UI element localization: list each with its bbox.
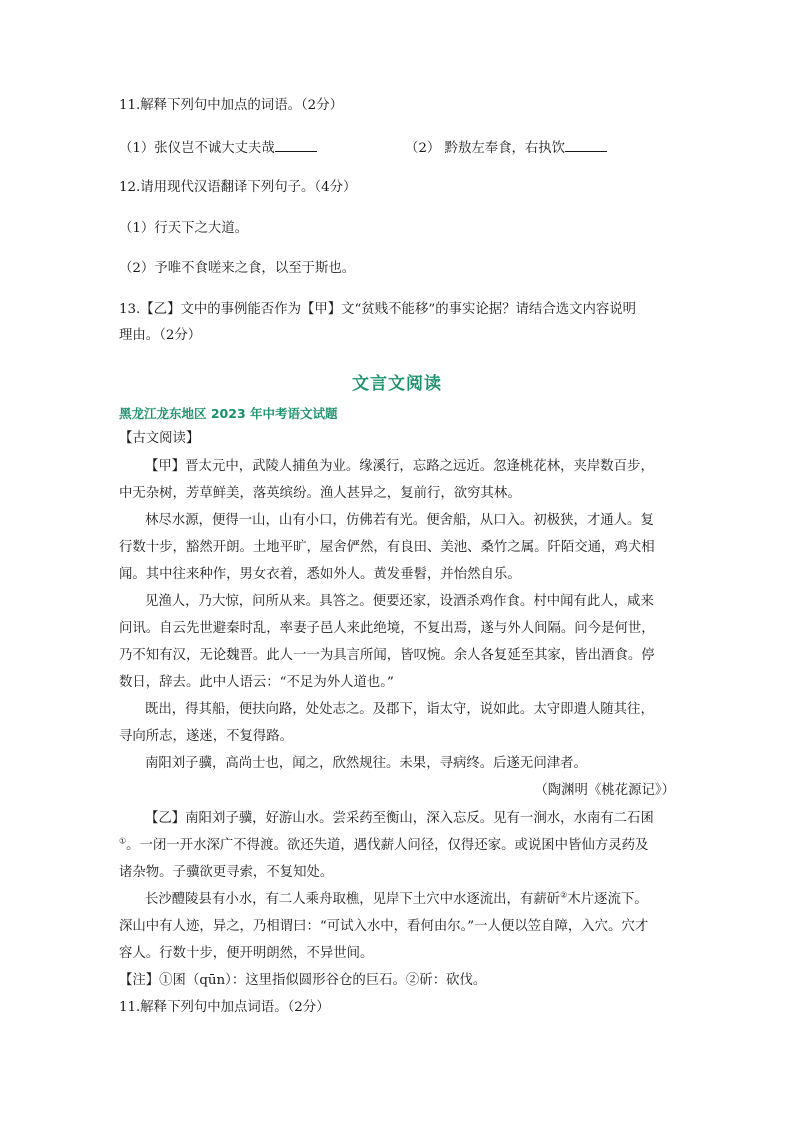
- question-12-header: 12.请用现代汉语翻译下列句子。（4分）: [119, 180, 357, 195]
- jia-line-9: 数日，辞去。此中人语云：“不足为外人道也。”: [119, 675, 394, 690]
- section-label: 【古文阅读】: [119, 431, 200, 446]
- source-line: 黑龙江龙东地区 2023 年中考语文试题: [119, 406, 338, 421]
- answer-blank-1[interactable]: [275, 138, 317, 152]
- jia-line-6: 见渔人，乃大惊，问所从来。具答之。便要还家，设酒杀鸡作食。村中闻有此人，咸来: [145, 594, 654, 609]
- yi-line-2-text: 。一闭一开水深广不得渡。欲还失道，遇伐薪人问径，仅得还家。或说囷中皆仙方灵药及: [126, 838, 649, 853]
- yi-line-4: [119, 886, 679, 913]
- question-12-item-2: （2）予唯不食嗟来之食，以至于斯也。: [119, 261, 356, 276]
- jia-line-8: 乃不知有汉，无论魏晋。此人一一为具言所闻，皆叹惋。余人各复延至其家，皆出酒食。停: [119, 648, 655, 663]
- section-title: 文言文阅读: [352, 374, 442, 394]
- footnote-mark-2: ②: [560, 890, 568, 900]
- passage-yi: [119, 805, 679, 1021]
- passage-jia: [119, 453, 679, 804]
- yi-line-4-text-b: 木片逐流下。: [567, 892, 648, 907]
- footnote-mark-1: ①: [119, 836, 127, 846]
- jia-line-7: 问讯。自云先世避秦时乱，率妻子邑人来此绝境，不复出焉，遂与外人间隔。问今是何世，: [119, 621, 655, 636]
- yi-line-3: 诸杂物。子骥欲更寻索，不复知处。: [119, 865, 334, 880]
- jia-line-3: 林尽水源，便得一山，山有小口，仿佛若有光。便舍船，从口入。初极狭，才通人。复: [145, 513, 654, 528]
- question-11-item-2-text: （2） 黔敖左奉食，右执饮: [405, 141, 566, 156]
- question-11-item-1: [119, 138, 317, 158]
- question-11-item-2: [405, 138, 607, 158]
- jia-line-4: 行数十步，豁然开朗。土地平旷，屋舍俨然，有良田、美池、桑竹之属。阡陌交通，鸡犬相: [119, 540, 655, 555]
- question-12-item-1: （1）行天下之大道。: [119, 221, 249, 236]
- jia-line-2: 中无杂树，芳草鲜美，落英缤纷。渔人甚异之，复前行，欲穷其林。: [119, 486, 521, 501]
- question-13-line-1: 13.【乙】文中的事例能否作为【甲】文“贫贱不能移”的事实论据？请结合选文内容说明: [119, 302, 637, 317]
- yi-line-2: [119, 832, 679, 859]
- jia-line-5: 闻。其中往来种作，男女衣着，悉如外人。黄发垂髫，并怡然自乐。: [119, 567, 521, 582]
- yi-line-4-text-a: 长沙醴陵县有小水，有二人乘舟取樵，见岸下土穴中水逐流出，有薪斫: [145, 892, 561, 907]
- jia-line-11: 寻向所志，遂迷，不复得路。: [119, 729, 294, 744]
- question-11-header: 11.解释下列句中加点的词语。（2分）: [119, 98, 343, 113]
- jia-line-1: 【甲】晋太元中，武陵人捕鱼为业。缘溪行，忘路之远近。忽逢桃花林，夹岸数百步，: [145, 459, 654, 474]
- yi-line-1: 【乙】南阳刘子骥，好游山水。尝采药至衡山，深入忘反。见有一涧水，水南有二石囷: [145, 811, 654, 826]
- jia-line-10: 既出，得其船，便扶向路，处处志之。及郡下，诣太守，说如此。太守即遣人随其往，: [145, 702, 654, 717]
- question-11-repeat: 11.解释下列句中加点词语。（2分）: [119, 1000, 330, 1015]
- jia-line-12: 南阳刘子骥，高尚士也，闻之，欣然规往。未果，寻病终。后遂无问津者。: [145, 756, 587, 771]
- answer-blank-2[interactable]: [565, 138, 607, 152]
- question-13-line-2: 理由。（2分）: [119, 328, 202, 343]
- yi-line-5: 深山中有人迹，异之，乃相谓曰：“可试入水中，看何由尔。”一人便以笠自障，入穴。穴才: [119, 919, 649, 934]
- question-11-item-1-text: （1）张仪岂不诚大丈夫哉: [119, 141, 275, 156]
- yi-line-6: 容人。行数十步，便开明朗然，不异世间。: [119, 946, 374, 961]
- jia-citation: （陶渊明《桃花源记》）: [534, 783, 675, 798]
- notes-line: 【注】①囷（qūn）：这里指似圆形谷仓的巨石。②斫：砍伐。: [119, 973, 487, 988]
